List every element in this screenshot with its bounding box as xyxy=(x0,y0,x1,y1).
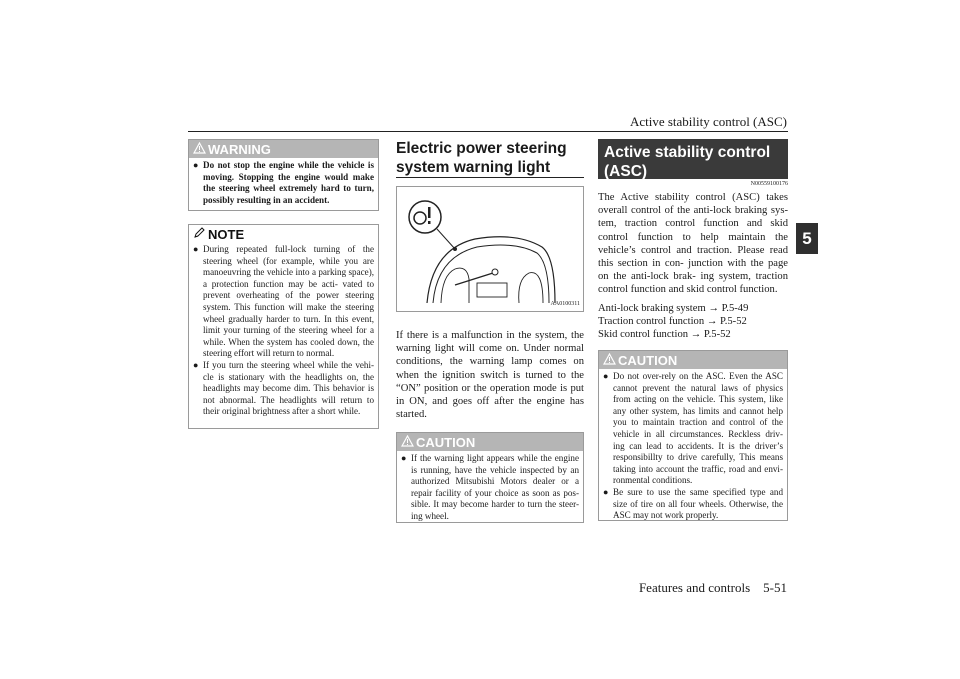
caution-box xyxy=(396,432,584,523)
asc-paragraph: The Active stability control (ASC) takes overall control of the anti-lock braking sys- tem, traction control function and skid control function to help maintain the vehicle’s control and traction. Please read this section in con- junction with the page on the anti-lock brak- ing system, traction control function and skid control function. xyxy=(598,192,788,296)
caution-label: CAUTION xyxy=(618,352,678,368)
asc-section-heading: Active stability control (ASC) xyxy=(598,139,788,179)
note-item: ● During repeated full-lock turning of the steering wheel (for example, while you are manoeuvring the vehicle into a parking space), a protection function may be acti- vated to prevent overheating of the power steering system. This function will make the steering wheel gradually harder to turn. In this event, limit your turning of the steering wheel for a while. When the system has cooled down, the steering effort will return to normal. xyxy=(193,244,374,359)
dashboard-illustration xyxy=(396,186,584,312)
caution-triangle-icon xyxy=(603,353,616,368)
reference-link[interactable]: Traction control function → P.5-52 xyxy=(598,316,747,328)
pencil-icon xyxy=(193,227,206,242)
note-item: ● If you turn the steering wheel while the vehi- cle is stationary with the headlights on, the headlights may become dim. This behavior is not abnormal. The headlights will return to their original brightness after a short while. xyxy=(193,359,374,417)
caution-item: ● Be sure to use the same specified type and size of tire on all four wheels. Otherwise, the ASC may not work properly. xyxy=(603,486,783,521)
warning-item: ● Do not stop the engine while the vehicle is moving. Stopping the engine would make the steering wheel extremely hard to turn, possibly resulting in an accident. xyxy=(193,160,374,205)
running-header: Active stability control (ASC) xyxy=(629,114,787,129)
page-footer xyxy=(560,580,787,596)
caution-item: ● If the warning light appears while the engine is running, have the vehicle inspected by an authorized Mitsubishi Motors dealer or a repair facility of your choice as soon as pos- sible. It may become harder to turn the steer- ing wheel. xyxy=(401,453,579,521)
footer-section: Features and controls xyxy=(638,580,751,595)
header-rule xyxy=(188,131,788,132)
section-code: N00559100176 xyxy=(750,181,788,187)
note-box xyxy=(188,224,379,429)
heading-rule xyxy=(396,177,584,178)
caution-item: ● Do not over-rely on the ASC. Even the ASC cannot prevent the natural laws of physics from acting on the vehicle. This system, like any other system, has limits and cannot help you to maintain traction and control of the vehicle in all circumstances. Reckless driv- ing can lead to accidents. It is the driver’s responsibillty to drive carefully, This means taking into account the traffic, road and envi- ronmental conditions. xyxy=(603,371,783,486)
warning-triangle-icon xyxy=(193,142,206,157)
section-heading: Electric power steering system warning light xyxy=(396,140,567,176)
reference-link[interactable]: Anti-lock braking system → P.5-49 xyxy=(598,303,749,314)
caution-label: CAUTION xyxy=(416,434,476,450)
warning-box xyxy=(188,139,379,211)
note-label: NOTE xyxy=(208,226,245,242)
figure-code: AA0100311 xyxy=(550,301,580,307)
warning-label: WARNING xyxy=(208,141,271,157)
warning-light-paragraph: If there is a malfunction in the system, the warning light will come on. Under normal conditions, the warning lamp comes on when the ignition switch is turned to the “ON” position or the operation mode is put in ON, and goes off after the engine has started. xyxy=(396,330,584,421)
chapter-tab: 5 xyxy=(796,223,818,254)
page-number: 5-51 xyxy=(763,580,787,595)
caution-triangle-icon xyxy=(401,435,414,450)
asc-caution-box xyxy=(598,350,788,521)
reference-link[interactable]: Skid control function → P.5-52 xyxy=(598,329,731,341)
reference-list xyxy=(598,302,788,342)
